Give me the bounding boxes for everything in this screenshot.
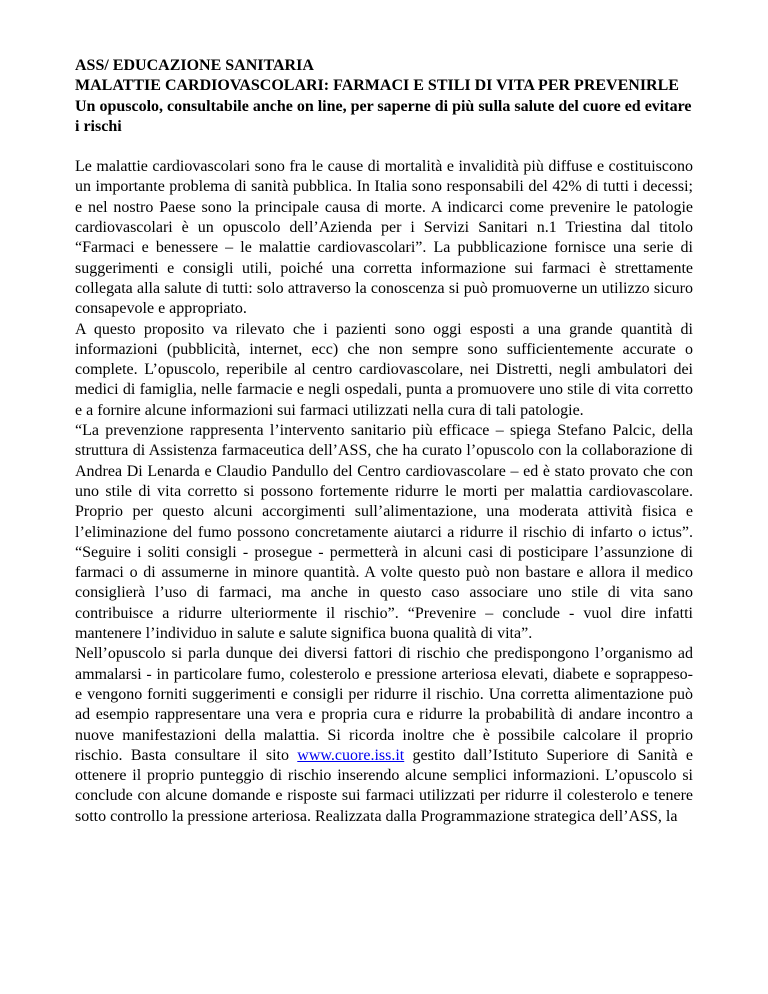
article-subtitle: Un opuscolo, consultabile anche on line, per saperne di più sulla salute del cuore ed evitare i rischi — [75, 97, 692, 135]
paragraph-quote: “La prevenzione rappresenta l’intervento sanitario più efficace – spiega Stefano Palcic, della struttura di Assistenza farmaceutica dell’ASS, che ha curato l’opuscolo con la collaborazione di Andrea Di Lenarda e Claudio Pandullo del Centro cardiovascolare – ed è stato provato che con uno stile di vita corretto si possono fortemente ridurre le morti per malattia cardiovascolare. Proprio per questo alcuni accorgimenti sull’alimentazione, una moderata attività fisica e l’eliminazione del fumo possono concretamente aiutarci a ridurre il rischio di infarto o ictus”. “Seguire i soliti consigli - prosegue - permetterà in alcuni casi di posticipare l’assunzione di farmaci o di assumerne in minore quantità. A volte questo può non bastare e allora il medico consiglierà l’uso di farmaci, ma anche in questo caso associare uno stile di vita sano contribuisce a ridurre ulteriormente il rischio”. “Prevenire – conclude - vuol dire infatti mantenere l’individuo in salute e salute significa buona qualità di vita”. — [75, 422, 693, 643]
section-label: ASS/ EDUCAZIONE SANITARIA — [75, 57, 314, 74]
paragraph-information: A questo proposito va rilevato che i pazienti sono oggi esposti a una grande quantità di informazioni (pubblicità, internet, ecc) che non sempre sono sufficientemente accurate o complete. L’opuscolo, reperibile al centro cardiovascolare, nei Distretti, negli ambulatori dei medici di famiglia, nelle farmacie e negli ospedali, punta a promuovere uno stile di vita corretto e a fornire alcune informazioni sui farmaci utilizzati nella cura di tali patologie. — [75, 320, 693, 419]
risk-text-after-link: gestito dall’Istituto Superiore di Sanità e ottenere il proprio punteggio di rischio inserendo alcune semplici informazioni. L’opuscolo si conclude con alcune domande e risposte sui farmaci utilizzati per ridurre il colesterolo e tenere sotto controllo la pressione arteriosa. Realizzata dalla Programmazione strategica dell’ASS, la — [75, 746, 694, 825]
paragraph-intro: Le malattie cardiovascolari sono fra le cause di mortalità e invalidità più diffuse e costituiscono un importante problema di sanità pubblica. In Italia sono responsabili del 42% di tutti i decessi; e nel nostro Paese sono la principale causa di morte. A indicarci come prevenire le patologie cardiovascolari è un opuscolo dell’Azienda per i Servizi Sanitari n.1 Triestina dal titolo “Farmaci e benessere – le malattie cardiovascolari”. La pubblicazione fornisce una serie di suggerimenti e consigli utili, poiché una corretta informazione sui farmaci è strettamente collegata alla salute di tutti: solo attraverso la conoscenza si può promuoverne un utilizzo sicuro consapevole e appropriato. — [75, 158, 693, 318]
paragraph-risk-factors — [75, 644, 693, 827]
article-title: MALATTIE CARDIOVASCOLARI: FARMACI E STILI DI VITA PER PREVENIRLE — [75, 77, 679, 95]
heading-spacer — [75, 137, 693, 157]
document-page — [75, 56, 693, 827]
cuore-iss-link[interactable]: www.cuore.iss.it — [297, 746, 405, 764]
risk-text-before-link: Nell’opuscolo si parla dunque dei diversi fattori di rischio che predispongono l’organismo ad ammalarsi - in particolare fumo, colesterolo e pressione arteriosa elevati, diabete e soprappeso- e vengono forniti suggerimenti e consigli per ridurre il rischio. Una corretta alimentazione può ad esempio rappresentare una vera e propria cura e ridurre la probabilità di andare incontro a nuove manifestazioni della malattia. Si ricorda inoltre che è possibile calcolare il proprio rischio. Basta consultare il sito — [75, 645, 693, 764]
